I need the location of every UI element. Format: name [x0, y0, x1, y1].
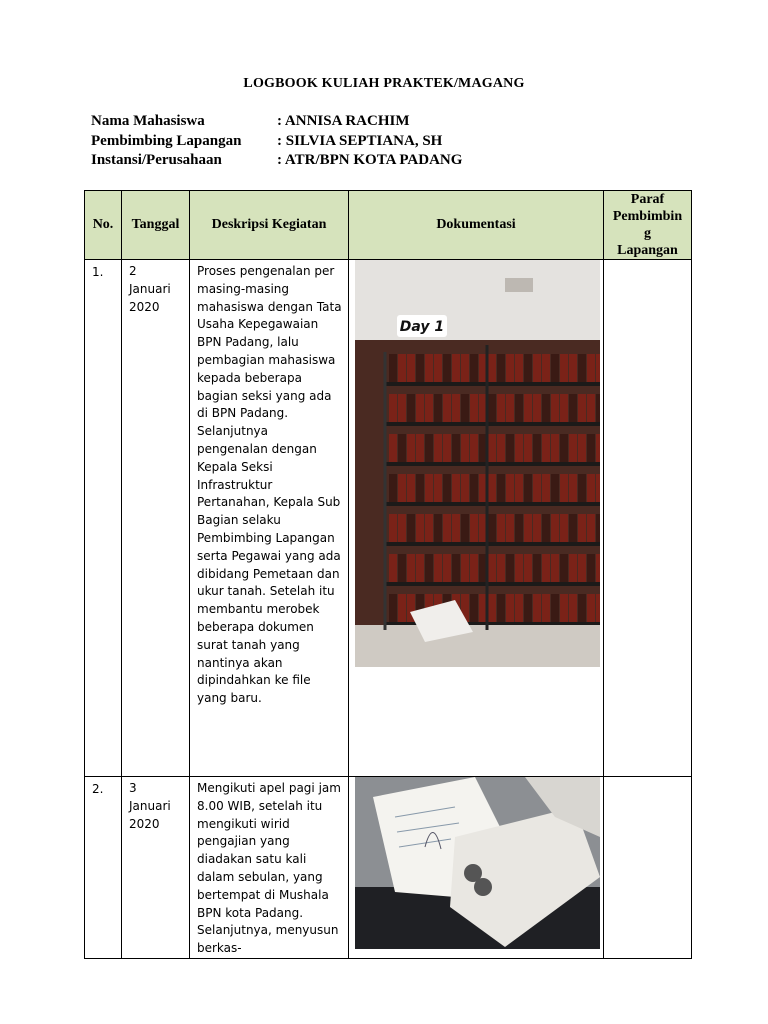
header-paraf-line: g	[644, 226, 651, 241]
info-row-supervisor	[91, 132, 462, 152]
signature-cell	[604, 777, 692, 959]
document-title: LOGBOOK KULIAH PRAKTEK/MAGANG	[243, 76, 525, 91]
header-paraf-line: Lapangan	[617, 243, 678, 258]
logbook-table	[84, 190, 692, 959]
header-paraf-line: Pembimbin	[612, 209, 683, 224]
table-row	[85, 260, 692, 777]
header-tanggal: Tanggal	[122, 191, 190, 260]
documentation-cell	[349, 260, 604, 777]
table-header-row	[85, 191, 692, 260]
header-no: No.	[85, 191, 122, 260]
date-month: Januari	[129, 281, 171, 296]
description-cell	[190, 260, 349, 777]
documentation-cell	[349, 777, 604, 959]
info-row-institution	[91, 151, 462, 171]
row-number: 1.	[92, 265, 104, 279]
date-year: 2020	[129, 816, 160, 831]
header-paraf-line: Paraf	[630, 192, 665, 207]
date-day: 3	[129, 781, 137, 795]
date-cell	[122, 260, 190, 777]
table-row	[85, 777, 692, 959]
row-number-cell	[85, 777, 122, 959]
activity-description: Mengikuti apel pagi jam 8.00 WIB, setelah itu mengikuti wirid pengajian yang diadakan satu kali dalam sebulan, yang bertempat di Mushala BPN kota Padang. Selanjutnya, menyusun berkas-	[197, 781, 341, 956]
info-label: Instansi/Perusahaan	[91, 152, 222, 169]
info-row-student	[91, 112, 462, 132]
student-info	[91, 112, 462, 171]
header-deskripsi: Deskripsi Kegiatan	[190, 191, 349, 260]
row-number-cell	[85, 260, 122, 777]
date	[122, 777, 189, 833]
shelf-binders	[385, 354, 600, 626]
date-year: 2020	[129, 299, 160, 314]
date-cell	[122, 777, 190, 959]
signature-cell	[604, 260, 692, 777]
row-number: 2.	[92, 782, 104, 796]
date	[122, 260, 189, 316]
info-value: : ANNISA RACHIM	[277, 113, 410, 130]
info-label: Nama Mahasiswa	[91, 113, 205, 130]
header-paraf	[604, 191, 692, 260]
date-day: 2	[129, 264, 137, 278]
header-dokumentasi: Dokumentasi	[349, 191, 604, 260]
date-month: Januari	[129, 798, 171, 813]
day-sticker: Day 1	[399, 319, 445, 335]
info-value: : ATR/BPN KOTA PADANG	[277, 152, 463, 169]
description-cell	[190, 777, 349, 959]
info-value: : SILVIA SEPTIANA, SH	[277, 132, 443, 149]
info-label: Pembimbing Lapangan	[91, 132, 242, 149]
binder-documents-photo	[355, 777, 600, 949]
activity-description: Proses pengenalan per masing-masing mahasiswa dengan Tata Usaha Kepegawaian BPN Padang, lalu pembagian mahasiswa kepada beberapa bagian seksi yang ada di BPN Padang. Selanjutnya pengenalan dengan Kepala Seksi Infrastruktur Pertanahan, Kepala Sub Bagian selaku Pembimbing Lapangan serta Pegawai yang ada dibidang Pemetaan dan ukur tanah. Setelah itu membantu merobek beberapa dokumen surat tanah yang nantinya akan dipindahkan ke file yang baru.	[197, 264, 342, 706]
archive-shelves-photo	[355, 260, 600, 667]
